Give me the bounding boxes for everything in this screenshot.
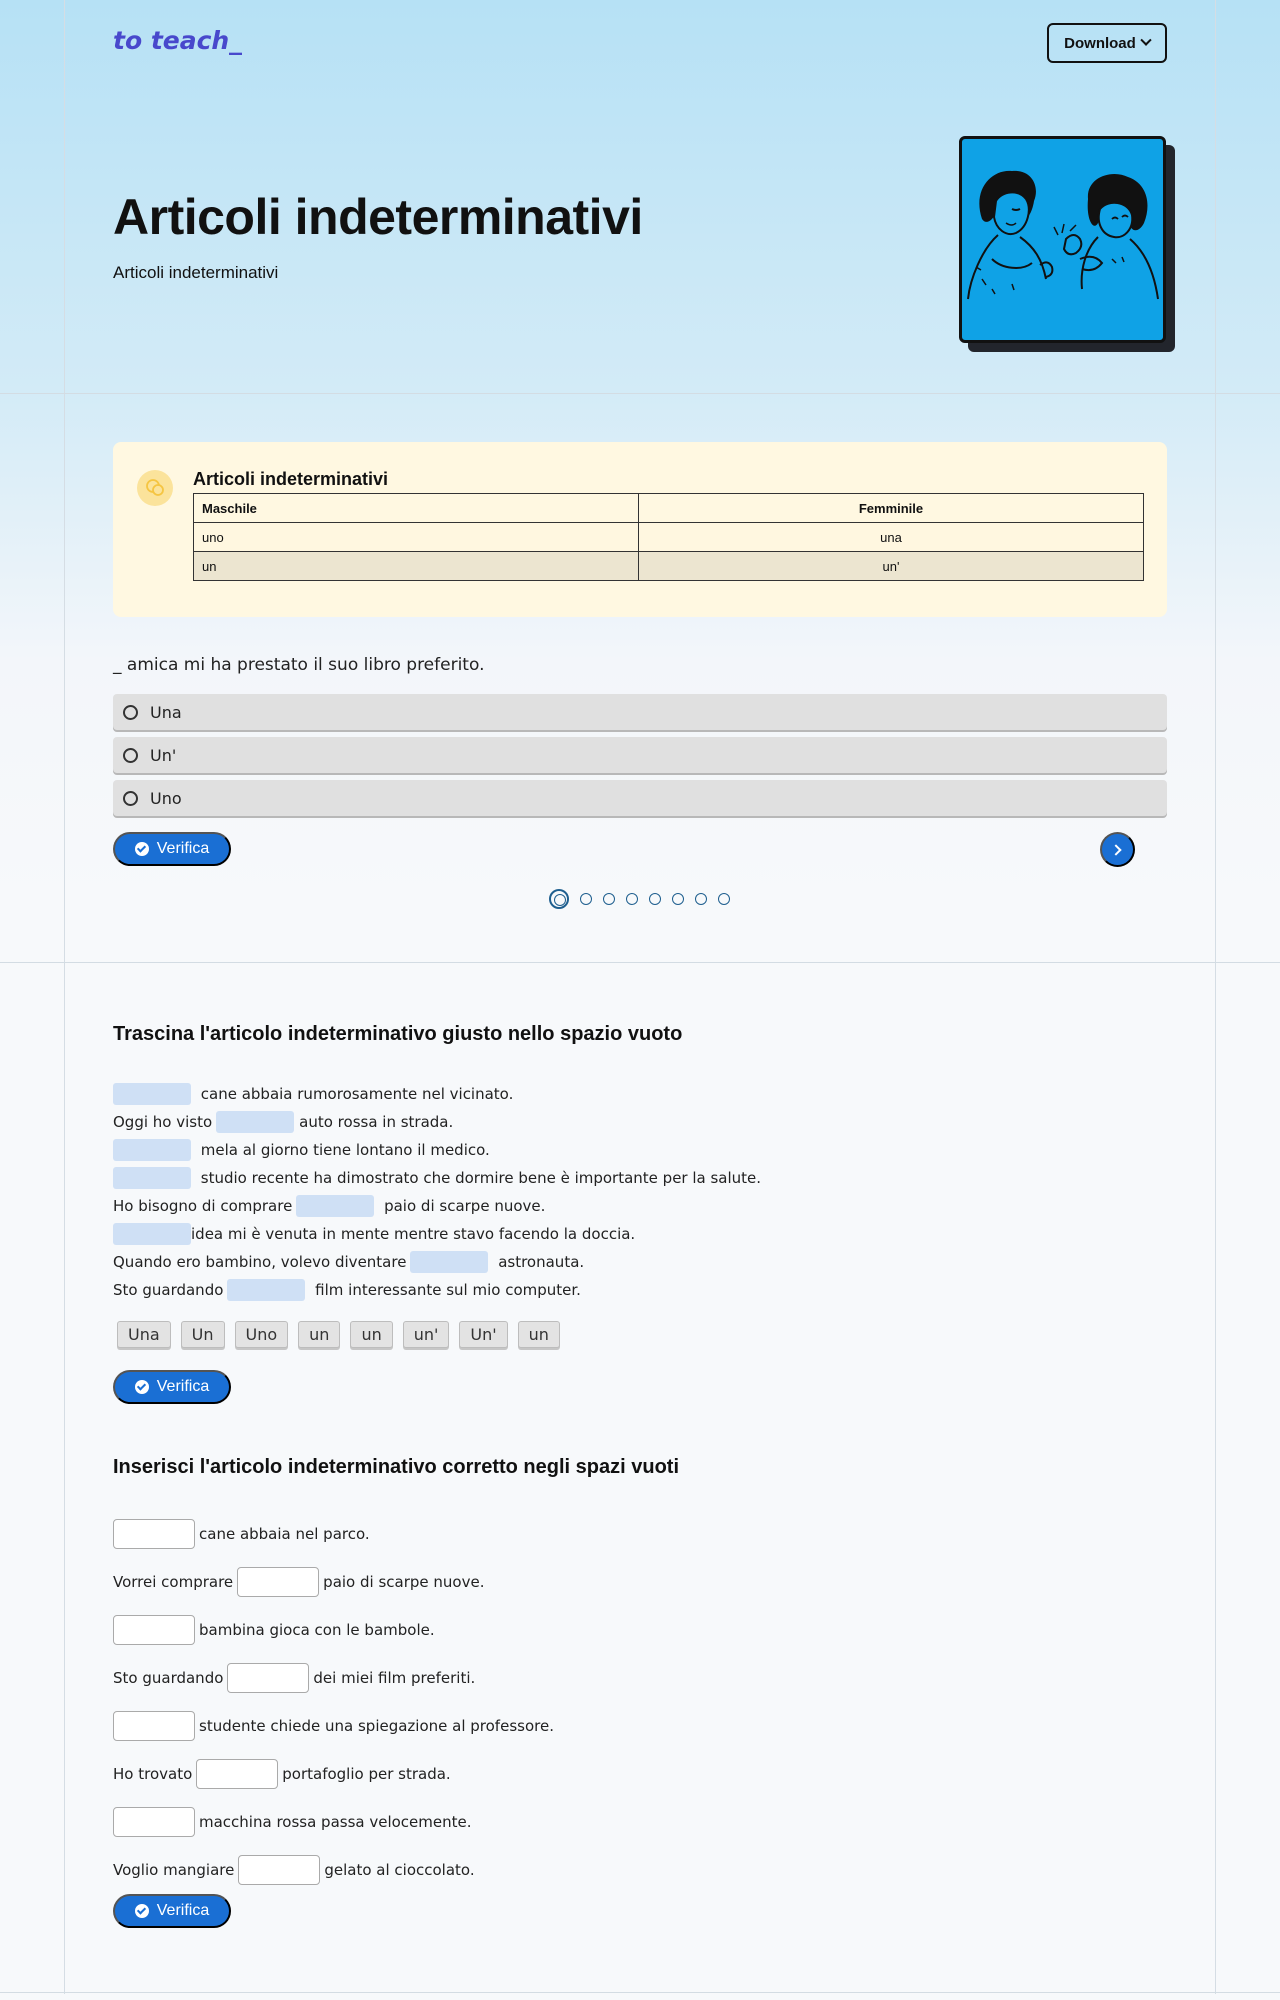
drag-sentences [113,1080,761,1304]
draggable-chip[interactable]: un [518,1321,560,1348]
sentence-text: film interessante sul mio computer. [310,1281,581,1299]
drop-zone[interactable] [410,1251,488,1273]
sentence-text: studente chiede una spiegazione al professore. [199,1717,554,1735]
pagination-dot[interactable] [649,893,661,905]
next-question-button[interactable] [1100,832,1135,867]
verify-button[interactable] [113,832,231,866]
pagination-dot[interactable] [580,893,592,905]
quiz-option[interactable] [113,780,1167,816]
draggable-chip[interactable]: un' [403,1321,450,1348]
article-input[interactable] [196,1759,278,1789]
check-circle-icon [135,1904,149,1918]
pagination-dot[interactable] [718,893,730,905]
drop-zone[interactable] [296,1195,374,1217]
sentence-row [113,1654,554,1702]
article-input[interactable] [227,1663,309,1693]
sentence-text: macchina rossa passa velocemente. [199,1813,472,1831]
draggable-chips [117,1321,560,1348]
article-input[interactable] [113,1807,195,1837]
chat-bubbles-icon [137,470,173,506]
quiz-option-label: Una [150,702,182,722]
sentence-row [113,1276,761,1304]
illustration-svg [962,139,1163,340]
radio-icon[interactable] [123,705,138,720]
two-women-talking-illustration [959,136,1166,343]
drop-zone[interactable] [113,1083,191,1105]
sentence-row [113,1080,761,1108]
check-circle-icon [135,1380,149,1394]
section-divider [0,1992,1280,1993]
radio-icon[interactable] [123,748,138,763]
sentence-text: paio di scarpe nuove. [323,1573,485,1591]
pagination-dot[interactable] [626,893,638,905]
pagination-dot[interactable] [549,889,569,909]
download-label: Download [1064,34,1136,52]
sentence-text: cane abbaia nel parco. [199,1525,370,1543]
sentence-text: studio recente ha dimostrato che dormire bene è importante per la salute. [196,1169,762,1187]
sentence-text: Sto guardando [113,1669,224,1687]
article-input[interactable] [113,1519,195,1549]
sentence-row [113,1220,761,1248]
sentence-row [113,1164,761,1192]
check-circle-icon [135,842,149,856]
article-input[interactable] [113,1615,195,1645]
sentence-text: Quando ero bambino, volevo diventare [113,1253,407,1271]
sentence-text: Oggi ho visto [113,1113,213,1131]
layout-guide-left [64,0,65,1994]
page-subtitle: Articoli indeterminativi [113,263,279,282]
sentence-text: mela al giorno tiene lontano il medico. [196,1141,490,1159]
pagination-dot[interactable] [672,893,684,905]
quiz-question: _ amica mi ha prestato il suo libro preferito. [113,655,485,675]
chevron-down-icon [1140,35,1151,46]
sentence-text: cane abbaia rumorosamente nel vicinato. [196,1085,514,1103]
quiz-pagination [549,889,730,909]
drop-zone[interactable] [216,1111,294,1133]
sentence-text: idea mi è venuta in mente mentre stavo facendo la doccia. [191,1225,636,1243]
draggable-chip[interactable]: Uno [235,1321,289,1348]
verify-label: Verifica [156,1902,210,1919]
sentence-row [113,1248,761,1276]
drop-zone[interactable] [113,1139,191,1161]
fill-exercise-title: Inserisci l'articolo indeterminativo corretto negli spazi vuoti [113,1456,679,1478]
sentence-row [113,1702,554,1750]
draggable-chip[interactable]: Un' [459,1321,507,1348]
drag-exercise-title: Trascina l'articolo indeterminativo giusto nello spazio vuoto [113,1023,683,1045]
sentence-row [113,1606,554,1654]
quiz-option[interactable] [113,694,1167,730]
sentence-text: Ho bisogno di comprare [113,1197,293,1215]
table-header-cell: Maschile [194,494,639,523]
pagination-dot[interactable] [603,893,615,905]
verify-button[interactable] [113,1894,231,1928]
table-row [194,552,1144,581]
sentence-text: dei miei film preferiti. [313,1669,476,1687]
sentence-row [113,1750,554,1798]
section-divider [0,393,1280,394]
sentence-text: Sto guardando [113,1281,224,1299]
layout-guide-right [1215,0,1216,1994]
table-cell: una [639,523,1144,552]
verify-label: Verifica [156,840,210,857]
sentence-text: paio di scarpe nuove. [379,1197,546,1215]
radio-icon[interactable] [123,791,138,806]
quiz-option-label: Uno [150,788,182,808]
download-button[interactable] [1047,23,1167,63]
sentence-row [113,1798,554,1846]
sentence-row [113,1108,761,1136]
draggable-chip[interactable]: Un [181,1321,225,1348]
article-input[interactable] [238,1855,320,1885]
drop-zone[interactable] [113,1167,191,1189]
table-cell: un' [639,552,1144,581]
fill-sentences [113,1510,554,1894]
section-divider [0,962,1280,963]
article-input[interactable] [237,1567,319,1597]
article-input[interactable] [113,1711,195,1741]
sentence-text: Voglio mangiare [113,1861,235,1879]
sentence-row [113,1846,554,1894]
sentence-text: Vorrei comprare [113,1573,234,1591]
info-box [113,442,1167,617]
articles-table [193,493,1144,581]
pagination-dot[interactable] [695,893,707,905]
sentence-text: Ho trovato [113,1765,193,1783]
verify-button[interactable] [113,1370,231,1404]
verify-label: Verifica [156,1378,210,1395]
logo[interactable]: to teach_ [113,26,242,55]
table-cell: uno [194,523,639,552]
sentence-text: gelato al cioccolato. [324,1861,475,1879]
drop-zone[interactable] [227,1279,305,1301]
draggable-chip[interactable]: Una [117,1321,171,1348]
sentence-text: astronauta. [493,1253,585,1271]
sentence-text: auto rossa in strada. [299,1113,454,1131]
sentence-row [113,1510,554,1558]
table-row [194,523,1144,552]
table-cell: un [194,552,639,581]
info-box-title: Articoli indeterminativi [193,469,389,489]
table-header-cell: Femminile [639,494,1144,523]
drop-zone[interactable] [113,1223,191,1245]
quiz-option[interactable] [113,737,1167,773]
table-header-row [194,494,1144,523]
sentence-text: bambina gioca con le bambole. [199,1621,435,1639]
quiz-option-label: Un' [150,745,177,765]
sentence-row [113,1192,761,1220]
draggable-chip[interactable]: un [298,1321,340,1348]
page-title: Articoli indeterminativi [113,189,643,245]
sentence-text: portafoglio per strada. [282,1765,451,1783]
sentence-row [113,1558,554,1606]
chevron-right-icon [1110,844,1121,855]
sentence-row [113,1136,761,1164]
draggable-chip[interactable]: un [350,1321,392,1348]
